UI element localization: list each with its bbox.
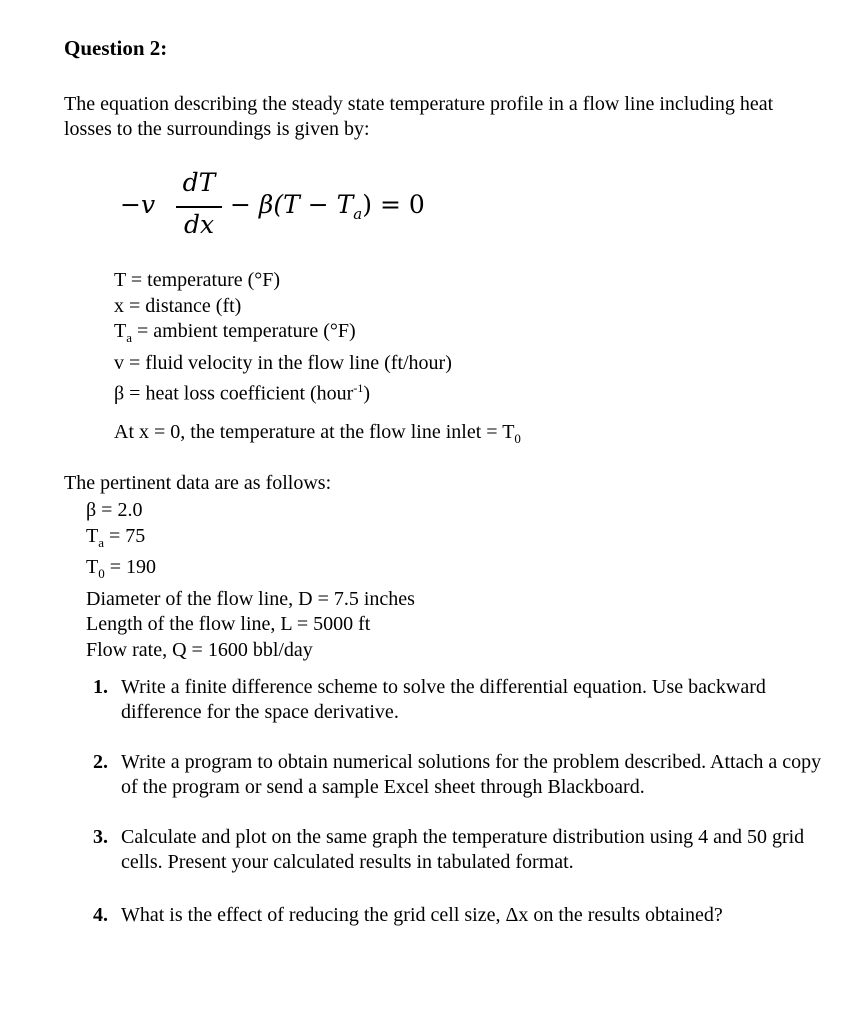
question-text: What is the effect of reducing the grid cell size, Δx on the results obtained? bbox=[121, 904, 723, 926]
data-flow-rate: Flow rate, Q = 1600 bbl/day bbox=[86, 638, 313, 661]
data-ambient-symbol: T bbox=[86, 524, 99, 547]
eq-rest bbox=[230, 190, 425, 223]
question-number: 2. bbox=[93, 751, 108, 773]
eq-rest-a: − β(T − T bbox=[230, 190, 354, 219]
def-beta bbox=[114, 376, 452, 407]
question-number: 4. bbox=[93, 904, 108, 926]
data-beta: β = 2.0 bbox=[86, 499, 143, 521]
variable-definitions bbox=[114, 268, 452, 407]
inlet-sub: 0 bbox=[514, 431, 521, 446]
question-heading: Question 2: bbox=[64, 36, 168, 60]
def-ambient-text: = ambient temperature (°F) bbox=[132, 320, 356, 342]
eq-lhs-prefix: −v bbox=[120, 190, 156, 219]
data-inlet-sub: 0 bbox=[98, 566, 105, 581]
data-diameter: Diameter of the flow line, D = 7.5 inches bbox=[86, 587, 415, 610]
inlet-text: At x = 0, the temperature at the flow line inlet = T bbox=[114, 421, 515, 443]
eq-denominator: dx bbox=[183, 210, 215, 239]
eq-rest-b: ) = 0 bbox=[362, 190, 425, 219]
question-text: Write a program to obtain numerical solutions for the problem described. Attach a copy of the program or send a sample Excel sheet through Blackboard. bbox=[121, 751, 822, 798]
def-temperature: T = temperature (°F) bbox=[114, 269, 281, 291]
eq-numerator: dT bbox=[182, 168, 216, 197]
def-ambient-symbol: T bbox=[114, 320, 127, 342]
def-velocity: v = fluid velocity in the flow line (ft/hour) bbox=[114, 351, 452, 374]
data-inlet-temp bbox=[86, 555, 415, 587]
data-inlet-symbol: T bbox=[86, 556, 99, 578]
data-ambient-sub: a bbox=[98, 534, 104, 550]
data-length: Length of the flow line, L = 5000 ft bbox=[86, 613, 371, 635]
intro-paragraph: The equation describing the steady state temperature profile in a flow line including heat losses to the surroundings is given by: bbox=[64, 93, 774, 140]
def-beta-text: β = heat loss coefficient (hour bbox=[114, 382, 354, 405]
def-ambient-sub: a bbox=[126, 330, 132, 345]
differential-equation bbox=[120, 168, 540, 246]
data-ambient-value: = 75 bbox=[104, 524, 146, 547]
question-text: Write a finite difference scheme to solve the differential equation. Use backward difference for the space derivative. bbox=[121, 676, 766, 723]
def-beta-close: ) bbox=[363, 382, 371, 405]
data-ambient bbox=[86, 524, 415, 556]
question-text: Calculate and plot on the same graph the temperature distribution using 4 and 50 grid cells. Present your calculated results in tabulated format. bbox=[121, 826, 805, 873]
pertinent-heading: The pertinent data are as follows: bbox=[64, 472, 332, 494]
data-inlet-value: = 190 bbox=[104, 556, 156, 578]
question-number: 1. bbox=[93, 676, 108, 698]
def-beta-sup: -1 bbox=[353, 381, 364, 395]
eq-rest-sub: a bbox=[353, 205, 363, 223]
question-number: 3. bbox=[93, 826, 108, 848]
inlet-condition bbox=[114, 421, 521, 447]
def-distance: x = distance (ft) bbox=[114, 294, 242, 317]
pertinent-data-list bbox=[86, 498, 415, 663]
def-ambient bbox=[114, 319, 452, 351]
eq-fraction-bar bbox=[176, 206, 222, 208]
